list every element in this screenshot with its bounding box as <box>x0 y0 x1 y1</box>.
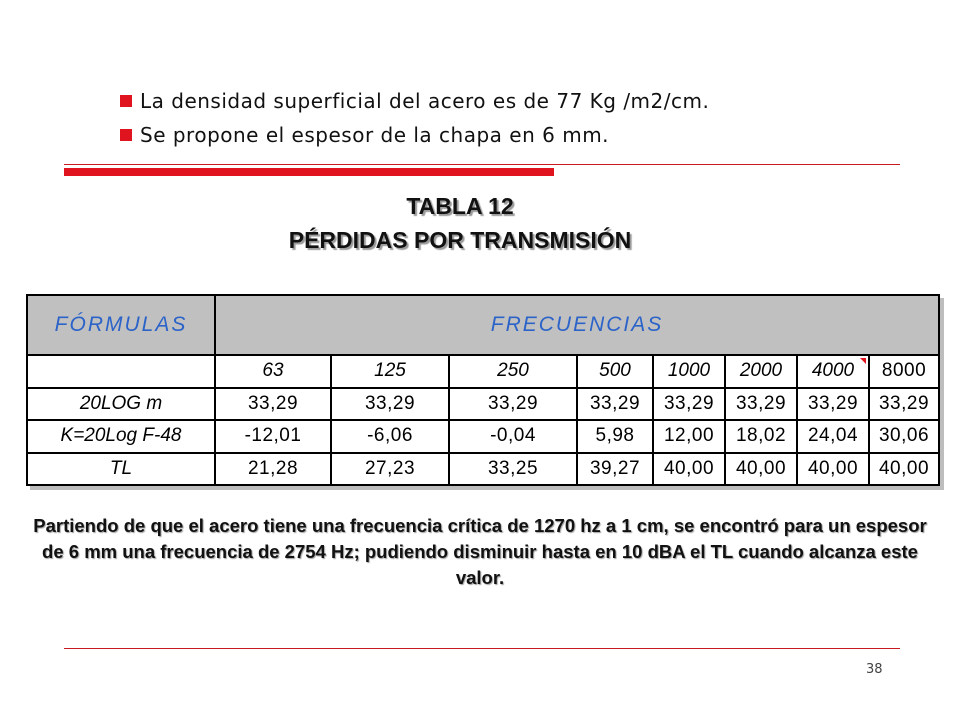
top-divider-thin <box>64 164 900 165</box>
table-cell: 40,00 <box>869 453 939 486</box>
table-cell: -6,06 <box>331 420 449 453</box>
table-cell: 24,04 <box>797 420 869 453</box>
table-cell: 33,29 <box>215 388 331 421</box>
explanation-paragraph: Partiendo de que el acero tiene una frecuencia crítica de 1270 hz a 1 cm, se encontró para un espesor de 6 mm una frecuencia de 2754 Hz; pudiendo disminuir hasta en 10 dBA el TL cuando alcanza este valor. <box>33 515 927 588</box>
table-title: TABLA 12 <box>406 193 514 219</box>
table-cell: 21,28 <box>215 453 331 486</box>
freq-500: 500 <box>577 355 653 388</box>
comment-marker-icon <box>860 358 866 364</box>
table-cell: -12,01 <box>215 420 331 453</box>
row-label: TL <box>27 453 215 486</box>
bullet-list <box>120 84 709 152</box>
table-cell: -0,04 <box>449 420 577 453</box>
table-cell: 5,98 <box>577 420 653 453</box>
top-divider-thick <box>64 168 554 176</box>
table-row <box>27 388 939 421</box>
table-row <box>27 453 939 486</box>
bullet-square-icon <box>120 95 132 107</box>
freq-4000-label: 4000 <box>811 360 855 382</box>
header-formulas: FÓRMULAS <box>27 295 215 355</box>
table-cell: 33,29 <box>577 388 653 421</box>
freq-63: 63 <box>215 355 331 388</box>
table-cell: 33,29 <box>331 388 449 421</box>
freq-1000: 1000 <box>653 355 725 388</box>
transmission-loss-table <box>26 294 940 486</box>
freq-2000: 2000 <box>725 355 797 388</box>
freq-250: 250 <box>449 355 577 388</box>
table-cell: 33,29 <box>449 388 577 421</box>
freq-125: 125 <box>331 355 449 388</box>
bullet-square-icon <box>120 129 132 141</box>
table-row <box>27 420 939 453</box>
empty-cell <box>27 355 215 388</box>
table-cell: 40,00 <box>725 453 797 486</box>
table-cell: 30,06 <box>869 420 939 453</box>
bullet-text: Se propone el espesor de la chapa en 6 mm. <box>140 123 610 147</box>
table-cell: 27,23 <box>331 453 449 486</box>
bullet-item <box>120 84 709 118</box>
header-frequencies: FRECUENCIAS <box>215 295 939 355</box>
table-cell: 33,29 <box>869 388 939 421</box>
table-cell: 33,25 <box>449 453 577 486</box>
table-cell: 40,00 <box>797 453 869 486</box>
table-cell: 39,27 <box>577 453 653 486</box>
table-cell: 40,00 <box>653 453 725 486</box>
bullet-text: La densidad superficial del acero es de 77 Kg /m2/cm. <box>140 89 710 113</box>
page-number: 38 <box>866 662 883 677</box>
bullet-item <box>120 118 709 152</box>
table-cell: 12,00 <box>653 420 725 453</box>
table-cell: 18,02 <box>725 420 797 453</box>
row-label: 20LOG m <box>27 388 215 421</box>
table-cell: 33,29 <box>653 388 725 421</box>
table-cell: 33,29 <box>725 388 797 421</box>
freq-4000 <box>797 355 869 388</box>
table-subtitle: PÉRDIDAS POR TRANSMISIÓN <box>288 227 632 253</box>
bottom-divider <box>64 648 900 649</box>
table-cell: 33,29 <box>797 388 869 421</box>
freq-8000: 8000 <box>869 355 939 388</box>
row-label: K=20Log F-48 <box>27 420 215 453</box>
